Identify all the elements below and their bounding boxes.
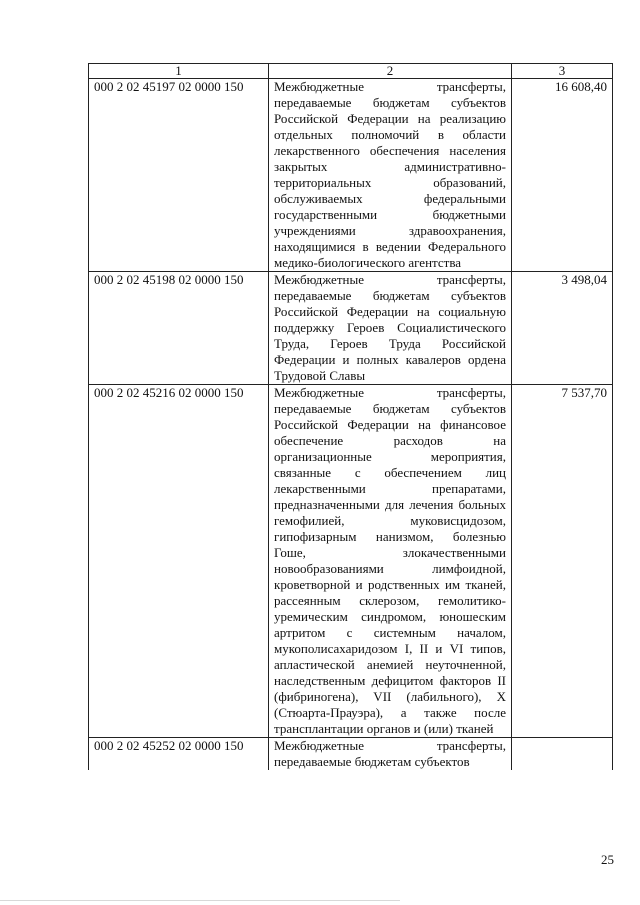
amount-cell bbox=[512, 738, 613, 771]
table-row bbox=[89, 385, 613, 738]
budget-code-cell: 000 2 02 45197 02 0000 150 bbox=[89, 79, 269, 272]
column-header-2: 2 bbox=[269, 64, 512, 79]
budget-code-cell: 000 2 02 45198 02 0000 150 bbox=[89, 272, 269, 385]
budget-table bbox=[88, 63, 613, 770]
description-cell: Межбюджетные трансферты, передаваемые бюджетам субъектов Российской Федерации на реализацию отдельных полномочий в области лекарственного обеспечения населения закрытых административно-территориальных образований, обслуживаемых федеральными государственными бюджетными учреждениями здравоохранения, находящимися в ведении Федерального медико-биологического агентства bbox=[269, 79, 512, 272]
amount-cell: 16 608,40 bbox=[512, 79, 613, 272]
amount-cell: 7 537,70 bbox=[512, 385, 613, 738]
table-row bbox=[89, 272, 613, 385]
header-row bbox=[89, 64, 613, 79]
description-cell: Межбюджетные трансферты, передаваемые бюджетам субъектов bbox=[269, 738, 512, 771]
column-header-3: 3 bbox=[512, 64, 613, 79]
budget-code-cell: 000 2 02 45216 02 0000 150 bbox=[89, 385, 269, 738]
budget-code-cell: 000 2 02 45252 02 0000 150 bbox=[89, 738, 269, 771]
table-header bbox=[89, 64, 613, 79]
amount-cell: 3 498,04 bbox=[512, 272, 613, 385]
column-header-1: 1 bbox=[89, 64, 269, 79]
table-row bbox=[89, 738, 613, 771]
table-row bbox=[89, 79, 613, 272]
page-number: 25 bbox=[601, 852, 614, 867]
scan-edge-line bbox=[0, 900, 400, 901]
description-cell: Межбюджетные трансферты, передаваемые бюджетам субъектов Российской Федерации на финансовое обеспечение расходов на организационные мероприятия, связанные с обеспечением лиц лекарственными препаратами, предназначенными для лечения больных гемофилией, муковисцидозом, гипофизарным нанизмом, болезнью Гоше, злокачественными новообразованиями лимфоидной, кроветворной и родственных им тканей, рассеянным склерозом, гемолитико-уремическим синдромом, юношеским артритом с системным началом, мукополисахаридозом I, II и VI типов, апластической анемией неуточненной, наследственным дефицитом факторов II (фибриногена), VII (лабильного), X (Стюарта-Прауэра), а также после трансплантации органов и (или) тканей bbox=[269, 385, 512, 738]
description-cell: Межбюджетные трансферты, передаваемые бюджетам субъектов Российской Федерации на социальную поддержку Героев Социалистического Труда, Героев Труда Российской Федерации и полных кавалеров ордена Трудовой Славы bbox=[269, 272, 512, 385]
table-body bbox=[89, 79, 613, 771]
